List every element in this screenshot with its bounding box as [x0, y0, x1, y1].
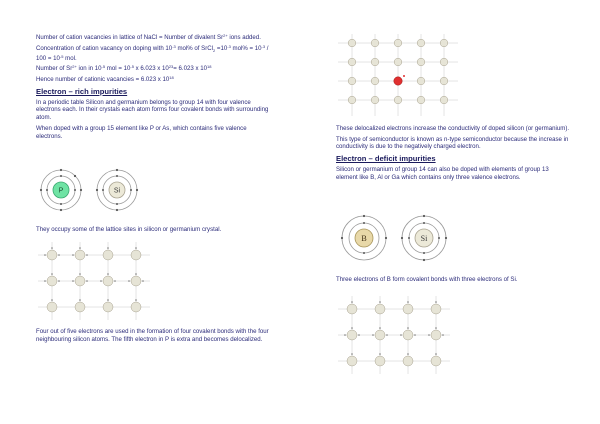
phosphorus-label: P	[58, 187, 64, 195]
delocalized-electrons-text: These delocalized electrons increase the conductivity of doped silicon (or germanium).	[336, 125, 570, 132]
electron-rich-heading: Electron – rich impurities	[36, 86, 128, 96]
silicon-atom-2	[401, 215, 447, 261]
group15-doping-text: When doped with a group 15 element like P or As, which contains five valence electrons.	[36, 124, 247, 140]
b-si-atom-diagram	[338, 213, 458, 263]
lattice-sites-text: They occupy some of the lattice sites in silicon or germanium crystal.	[36, 226, 222, 233]
silicon-atom	[96, 169, 138, 211]
boron-label: B	[361, 234, 367, 243]
p-type-lattice-diagram	[338, 296, 450, 374]
phosphorus-atom	[40, 169, 82, 211]
doped-lattice-diagram	[338, 34, 458, 116]
silicon-label-2: Si	[420, 234, 428, 243]
electron-deficit-heading: Electron – deficit impurities	[336, 154, 436, 164]
cationic-vacancies-text: Hence number of cationic vacancies = 6.023 x $10^{18}$	[36, 75, 174, 84]
dopant-atom	[394, 77, 402, 85]
periodic-table-text: In a periodic table Silicon and germanium belongs to group 14 with four valence electrons each. In their crystals each atom forms four covalent bonds with surrounding atom.	[36, 98, 269, 122]
extra-electron	[403, 75, 405, 77]
sr-ion-count-text: Number of $Sr^{2+}$ ion in $10^{-5}$ mol = $10^{-5}$ x 6.023 x $10^{23}= 6.023$ x $10^{18}$	[36, 64, 212, 73]
n-type-lattice-diagram	[38, 242, 150, 320]
covalent-bonds-text: Four out of five electrons are used in the formation of four covalent bonds with the four neighbouring silicon atoms. The fifth electron in P is extra and becomes delocalized.	[36, 328, 269, 343]
p-si-atom-diagram	[38, 168, 158, 212]
boron-atom	[341, 215, 387, 260]
left-column	[36, 34, 272, 143]
group13-doping-text: Silicon or germanium of group 14 can also be doped with elements of group 13 element like B, Al or Ga which contains only three valence electrons.	[336, 166, 549, 181]
silicon-label: Si	[113, 187, 121, 195]
n-type-text: This type of semiconductor is known as n-type semiconductor because the increase in conductivity is due to the negatively charged electron.	[336, 135, 569, 151]
vacancy-concentration-text: Concentration of cation vacancy on doping with $10^{-3}$ mol% of SrCl$_2$ $=10^{-3}$ $mol\% = 10^{-3} / 100 = 10^{-5}$ mol.	[36, 43, 269, 62]
right-column	[336, 125, 572, 185]
vacancy-count-text: Number of cation vacancies in lattice of NaCl = Number of divalent $Sr^{2+}$ ions added.	[36, 33, 261, 41]
boron-bonds-text: Three electrons of B form covalent bonds with three electrons of Si.	[336, 276, 518, 283]
